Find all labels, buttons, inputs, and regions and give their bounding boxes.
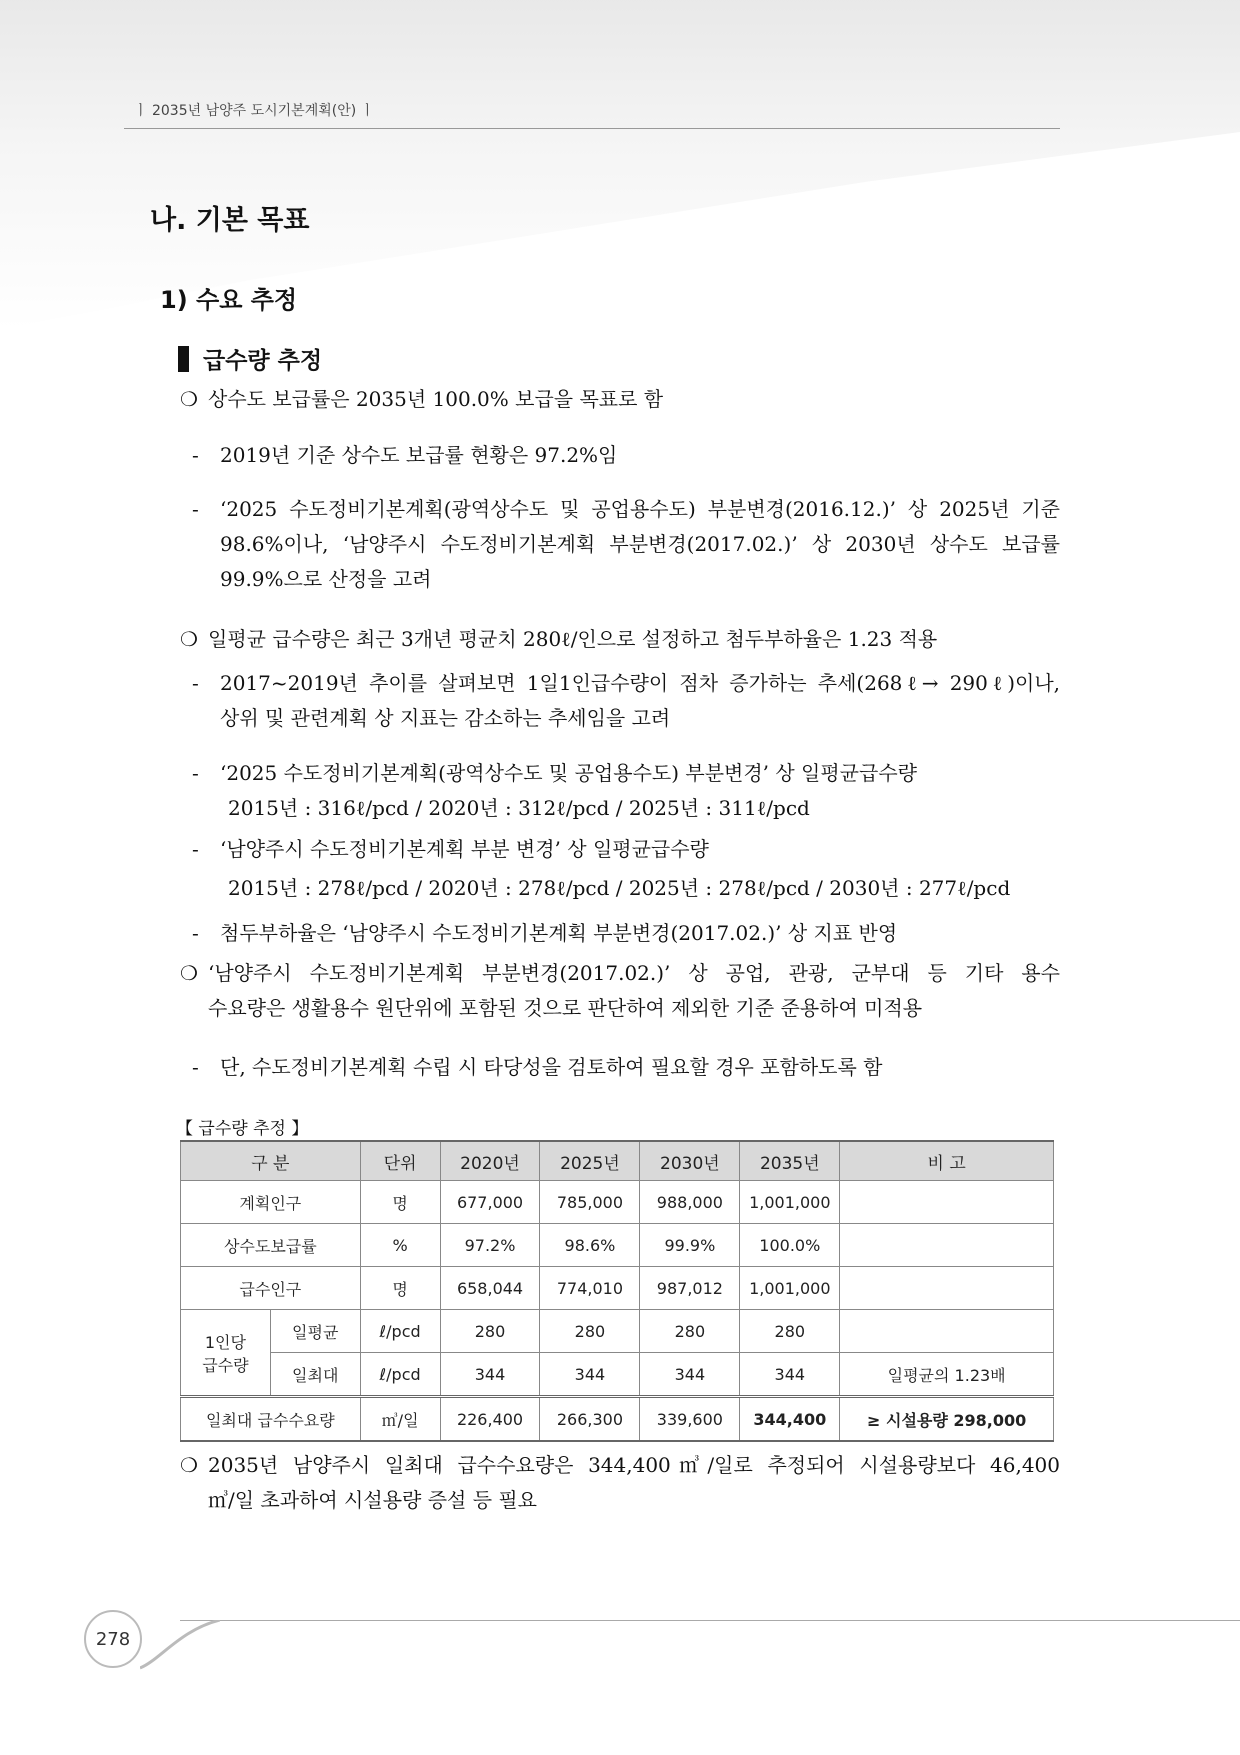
bullet-text-line: ‘남양주시 수도정비기본계획 부분변경(2017.02.)’ 상 공업, 관광, 군부대 등 기타 용수 — [208, 961, 1061, 985]
cell-2025: 344 — [540, 1353, 640, 1397]
subsubsection-title: 급수량 추정 — [203, 348, 323, 374]
dash-text-line: 2015년 : 316ℓ/pcd / 2020년 : 312ℓ/pcd / 2025년 : 311ℓ/pcd — [228, 796, 810, 820]
bullet-p3 — [180, 956, 1060, 1026]
dash-marker: - — [192, 837, 199, 861]
heading-bar-icon — [178, 346, 189, 372]
section-title: 나. 기본 목표 — [150, 205, 310, 236]
cell-note — [840, 1310, 1054, 1353]
row-unit: % — [360, 1224, 440, 1267]
row-unit: ㎥/일 — [360, 1397, 440, 1442]
footer-divider — [180, 1620, 1240, 1621]
row-unit: 명 — [360, 1181, 440, 1224]
header-note: 비 고 — [840, 1141, 1054, 1181]
cell-2020: 658,044 — [440, 1267, 540, 1310]
cell-2020: 97.2% — [440, 1224, 540, 1267]
cell-note — [840, 1181, 1054, 1224]
header-category: 구 분 — [181, 1141, 361, 1181]
dash-p3a — [192, 1050, 1060, 1085]
dash-p1a — [192, 438, 1060, 473]
row-label: 급수인구 — [181, 1267, 361, 1310]
cell-2035: 344,400 — [740, 1397, 840, 1442]
circle-bullet-icon: ❍ — [180, 387, 198, 411]
table-row — [181, 1353, 1054, 1397]
dash-text: 2019년 기준 상수도 보급률 현황은 97.2%임 — [220, 443, 618, 467]
row-label: 상수도보급률 — [181, 1224, 361, 1267]
dash-text-line: ‘2025 수도정비기본계획(광역상수도 및 공업용수도) 부분변경’ 상 일평균급수량 — [220, 761, 917, 785]
page-number-badge — [84, 1610, 142, 1668]
dash-text-line: ‘2025 수도정비기본계획(광역상수도 및 공업용수도) 부분변경(2016.12.)’ 상 2025년 기준 — [220, 497, 1060, 521]
dash-p1b — [192, 492, 1060, 597]
row-label: 일최대 급수수요량 — [181, 1397, 361, 1442]
bullet-p1 — [180, 382, 1060, 417]
row-label: 일최대 — [270, 1353, 360, 1397]
cell-2020: 280 — [440, 1310, 540, 1353]
cell-2020: 226,400 — [440, 1397, 540, 1442]
dash-marker: - — [192, 497, 199, 521]
bullet-text-line: 수요량은 생활용수 원단위에 포함된 것으로 판단하여 제외한 기준 준용하여 미적용 — [208, 996, 923, 1020]
header-2025: 2025년 — [540, 1141, 640, 1181]
cell-2030: 988,000 — [640, 1181, 740, 1224]
bullet-text-line: ㎥/일 초과하여 시설용량 증설 등 필요 — [208, 1488, 538, 1512]
bullet-p2 — [180, 622, 1060, 657]
row-label: 계획인구 — [181, 1181, 361, 1224]
dash-p2a — [192, 666, 1060, 736]
cell-2030: 280 — [640, 1310, 740, 1353]
dash-text: 첨두부하율은 ‘남양주시 수도정비기본계획 부분변경(2017.02.)’ 상 지표 반영 — [220, 921, 898, 945]
cell-note: ≥ 시설용량 298,000 — [840, 1397, 1054, 1442]
table-row — [181, 1267, 1054, 1310]
dash-marker: - — [192, 443, 199, 467]
row-unit: ℓ/pcd — [360, 1310, 440, 1353]
header-2020: 2020년 — [440, 1141, 540, 1181]
cell-2025: 774,010 — [540, 1267, 640, 1310]
cell-note: 일평균의 1.23배 — [840, 1353, 1054, 1397]
dash-text: 단, 수도정비기본계획 수립 시 타당성을 검토하여 필요할 경우 포함하도록 함 — [220, 1055, 883, 1079]
cell-2035: 100.0% — [740, 1224, 840, 1267]
cell-2030: 344 — [640, 1353, 740, 1397]
dash-text-line: 99.9%으로 산정을 고려 — [220, 567, 432, 591]
dash-p2c — [192, 832, 1060, 906]
cell-note — [840, 1224, 1054, 1267]
table-header-row — [181, 1141, 1054, 1181]
cell-2025: 266,300 — [540, 1397, 640, 1442]
dash-marker: - — [192, 761, 199, 785]
dash-marker: - — [192, 1055, 199, 1079]
per-capita-group-label — [181, 1310, 271, 1397]
cell-2030: 99.9% — [640, 1224, 740, 1267]
table-row — [181, 1310, 1054, 1353]
cell-2020: 344 — [440, 1353, 540, 1397]
page-number: 278 — [84, 1610, 142, 1668]
table-row — [181, 1224, 1054, 1267]
header-unit: 단위 — [360, 1141, 440, 1181]
cell-2020: 677,000 — [440, 1181, 540, 1224]
cell-2030: 987,012 — [640, 1267, 740, 1310]
group-label-line: 급수량 — [202, 1355, 249, 1375]
water-supply-table — [180, 1140, 1054, 1442]
dash-p2b — [192, 756, 1060, 826]
header-divider — [124, 128, 1060, 129]
header-2030: 2030년 — [640, 1141, 740, 1181]
dash-p2d — [192, 916, 1060, 951]
dash-marker: - — [192, 671, 199, 695]
table-caption: 【 급수량 추정 】 — [176, 1119, 309, 1139]
cell-2035: 1,001,000 — [740, 1267, 840, 1310]
cell-2025: 280 — [540, 1310, 640, 1353]
dash-text-line: ‘남양주시 수도정비기본계획 부분 변경’ 상 일평균급수량 — [220, 837, 709, 861]
bullet-text: 상수도 보급률은 2035년 100.0% 보급을 목표로 함 — [208, 387, 664, 411]
subsubsection-heading — [178, 342, 322, 375]
bullet-text-line: 2035년 남양주시 일최대 급수수요량은 344,400㎥/일로 추정되어 시설용량보다 46,400 — [208, 1453, 1060, 1477]
cell-2035: 1,001,000 — [740, 1181, 840, 1224]
circle-bullet-icon: ❍ — [180, 1453, 198, 1477]
dash-text-line: 98.6%이나, ‘남양주시 수도정비기본계획 부분변경(2017.02.)’ 상 2030년 상수도 보급률 — [220, 532, 1060, 556]
cell-2025: 785,000 — [540, 1181, 640, 1224]
running-header: ㅣ 2035년 남양주 도시기본계획(안) ㅣ — [134, 103, 375, 119]
dash-marker: - — [192, 921, 199, 945]
dash-text-line: 2017~2019년 추이를 살펴보면 1일1인급수량이 점차 증가하는 추세(268ℓ→ 290ℓ)이나, — [220, 671, 1060, 695]
table-total-row — [181, 1397, 1054, 1442]
cell-note — [840, 1267, 1054, 1310]
dash-text-line: 2015년 : 278ℓ/pcd / 2020년 : 278ℓ/pcd / 2025년 : 278ℓ/pcd / 2030년 : 277ℓ/pcd — [228, 876, 1011, 900]
cell-2035: 344 — [740, 1353, 840, 1397]
circle-bullet-icon: ❍ — [180, 961, 198, 985]
table-row — [181, 1181, 1054, 1224]
cell-2025: 98.6% — [540, 1224, 640, 1267]
circle-bullet-icon: ❍ — [180, 627, 198, 651]
footer-swoosh-icon — [140, 1620, 220, 1670]
header-2035: 2035년 — [740, 1141, 840, 1181]
row-label: 일평균 — [270, 1310, 360, 1353]
row-unit: ℓ/pcd — [360, 1353, 440, 1397]
cell-2035: 280 — [740, 1310, 840, 1353]
group-label-line: 1인당 — [204, 1332, 246, 1352]
dash-text-line: 상위 및 관련계획 상 지표는 감소하는 추세임을 고려 — [220, 706, 671, 730]
cell-2030: 339,600 — [640, 1397, 740, 1442]
subsection-title: 1) 수요 추정 — [160, 286, 298, 314]
row-unit: 명 — [360, 1267, 440, 1310]
bullet-text: 일평균 급수량은 최근 3개년 평균치 280ℓ/인으로 설정하고 첨두부하율은 1.23 적용 — [208, 627, 938, 651]
bullet-p4 — [180, 1448, 1060, 1518]
